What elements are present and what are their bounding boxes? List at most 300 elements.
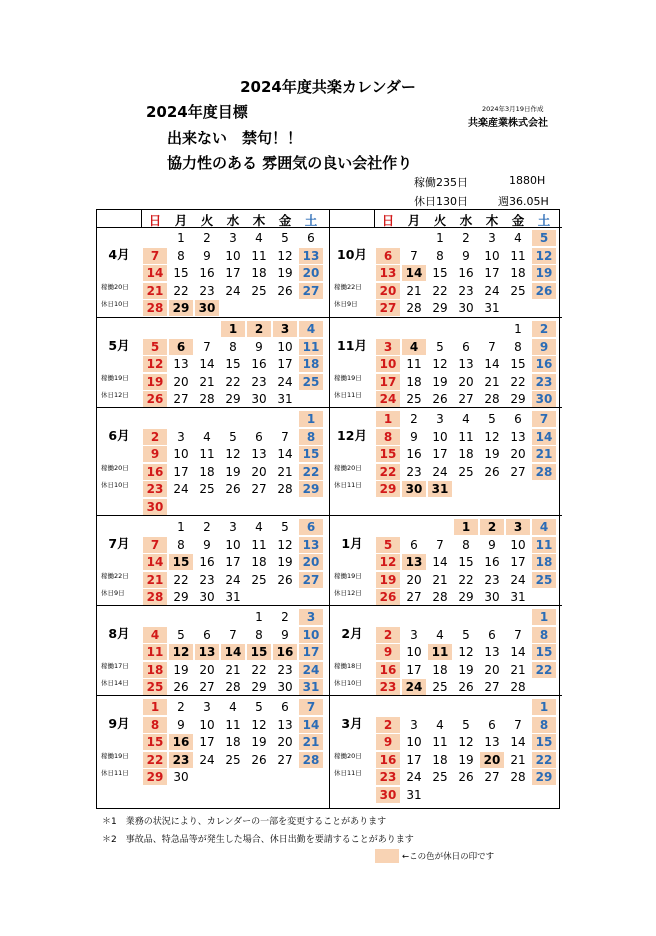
month-work-days: 稼働17日 xyxy=(101,662,129,670)
month-block xyxy=(330,317,562,407)
holiday-day-cell: 18 xyxy=(143,662,167,678)
day-cell: 27 xyxy=(199,680,215,695)
day-cell: 7 xyxy=(514,717,522,732)
day-cell: 23 xyxy=(199,572,215,587)
day-cell: 28 xyxy=(484,392,500,407)
day-cell: 9 xyxy=(203,248,211,263)
holiday-day-cell: 16 xyxy=(143,464,167,480)
day-cell: 1 xyxy=(436,231,444,245)
day-cell: 12 xyxy=(458,735,474,750)
day-cell: 30 xyxy=(251,392,267,407)
day-cell: 15 xyxy=(173,266,189,281)
created-date: 2024年3月19日作成 xyxy=(482,105,544,113)
month-off-days: 休日9日 xyxy=(101,589,125,597)
day-cell: 30 xyxy=(277,680,293,695)
calendar-column-right xyxy=(329,210,562,808)
weekday-header: 水 xyxy=(226,213,240,228)
holiday-day-cell: 30 xyxy=(143,499,167,515)
holiday-day-cell: 23 xyxy=(169,752,193,768)
month-label: 6月 xyxy=(108,428,130,443)
holiday-day-cell: 23 xyxy=(376,769,400,785)
weekday-header-row xyxy=(330,210,562,228)
day-cell: 24 xyxy=(406,770,422,785)
month-off-days: 休日12日 xyxy=(334,589,362,597)
day-cell: 6 xyxy=(488,627,496,642)
day-cell: 10 xyxy=(484,248,500,263)
day-cell: 17 xyxy=(173,464,189,479)
holiday-day-cell: 22 xyxy=(532,752,556,768)
month-block xyxy=(330,515,562,605)
weekday-header: 金 xyxy=(278,213,292,228)
holiday-day-cell: 27 xyxy=(299,283,323,299)
day-cell: 13 xyxy=(173,357,189,372)
day-cell: 7 xyxy=(488,339,496,354)
holiday-day-cell: 29 xyxy=(376,481,400,497)
day-cell: 16 xyxy=(199,555,215,570)
day-cell: 3 xyxy=(177,429,185,444)
day-cell: 22 xyxy=(510,374,526,389)
holiday-day-cell: 20 xyxy=(299,265,323,281)
day-cell: 16 xyxy=(251,357,267,372)
holiday-day-cell: 29 xyxy=(299,481,323,497)
month-block xyxy=(330,227,562,317)
day-cell: 2 xyxy=(281,610,289,624)
day-cell: 27 xyxy=(458,392,474,407)
day-cell: 30 xyxy=(458,301,474,316)
holiday-day-cell: 26 xyxy=(376,589,400,605)
day-cell: 11 xyxy=(432,735,448,750)
day-cell: 5 xyxy=(488,412,496,426)
weekday-header: 火 xyxy=(200,213,214,228)
day-cell: 10 xyxy=(199,717,215,732)
day-cell: 12 xyxy=(432,357,448,372)
day-cell: 24 xyxy=(510,572,526,587)
month-label: 5月 xyxy=(108,338,130,353)
holiday-day-cell: 14 xyxy=(299,717,323,733)
day-cell: 20 xyxy=(406,572,422,587)
holiday-day-cell: 15 xyxy=(376,446,400,462)
holiday-day-cell: 15 xyxy=(299,446,323,462)
day-cell: 13 xyxy=(510,429,526,444)
day-cell: 21 xyxy=(225,662,241,677)
holiday-day-cell: 4 xyxy=(299,321,323,337)
day-cell: 14 xyxy=(432,555,448,570)
day-cell: 12 xyxy=(225,447,241,462)
day-cell: 18 xyxy=(251,266,267,281)
calendar-grid xyxy=(96,209,560,809)
holiday-day-cell: 4 xyxy=(143,627,167,643)
holiday-day-cell: 13 xyxy=(299,248,323,264)
day-cell: 5 xyxy=(255,700,263,714)
day-cell: 26 xyxy=(432,392,448,407)
holiday-day-cell: 29 xyxy=(532,769,556,785)
day-cell: 16 xyxy=(199,266,215,281)
day-cell: 25 xyxy=(251,572,267,587)
day-cell: 28 xyxy=(406,301,422,316)
day-cell: 24 xyxy=(199,752,215,767)
holiday-day-cell: 14 xyxy=(143,265,167,281)
day-cell: 21 xyxy=(510,662,526,677)
day-cell: 16 xyxy=(484,555,500,570)
month-off-days: 休日10日 xyxy=(101,481,129,489)
holiday-day-cell: 8 xyxy=(532,717,556,733)
holiday-day-cell: 1 xyxy=(299,411,323,427)
day-cell: 7 xyxy=(436,537,444,552)
month-work-days: 稼働20日 xyxy=(334,464,362,472)
note-1: ＊1 業務の状況により、カレンダーの一部を変更することがあります xyxy=(102,817,387,827)
day-cell: 21 xyxy=(432,572,448,587)
month-label: 7月 xyxy=(108,536,130,551)
holiday-day-cell: 12 xyxy=(376,554,400,570)
holiday-day-cell: 9 xyxy=(376,734,400,750)
day-cell: 28 xyxy=(432,590,448,605)
holiday-day-cell: 29 xyxy=(143,769,167,785)
month-label: 3月 xyxy=(341,716,363,731)
holiday-day-cell: 14 xyxy=(532,429,556,445)
day-cell: 3 xyxy=(229,520,237,534)
holiday-day-cell: 5 xyxy=(143,339,167,355)
day-cell: 27 xyxy=(406,590,422,605)
month-off-days: 休日10日 xyxy=(101,300,129,308)
day-cell: 3 xyxy=(410,627,418,642)
month-label: 9月 xyxy=(108,716,130,731)
day-cell: 9 xyxy=(488,537,496,552)
holiday-day-cell: 9 xyxy=(532,339,556,355)
day-cell: 26 xyxy=(225,482,241,497)
holiday-day-cell: 17 xyxy=(376,374,400,390)
day-cell: 9 xyxy=(203,537,211,552)
month-block xyxy=(97,605,329,695)
month-block xyxy=(97,695,329,810)
holiday-day-cell: 13 xyxy=(195,644,219,660)
month-off-days: 休日11日 xyxy=(334,481,362,489)
holiday-day-cell: 12 xyxy=(169,644,193,660)
holiday-day-cell: 1 xyxy=(143,699,167,715)
day-cell: 14 xyxy=(484,357,500,372)
holiday-day-cell: 16 xyxy=(273,644,297,660)
holiday-day-cell: 14 xyxy=(221,644,245,660)
day-cell: 24 xyxy=(484,283,500,298)
legend-text: ←この色が休日の印です xyxy=(402,852,495,862)
day-cell: 18 xyxy=(510,266,526,281)
holiday-day-cell: 23 xyxy=(532,374,556,390)
holiday-day-cell: 18 xyxy=(532,554,556,570)
day-cell: 27 xyxy=(277,752,293,767)
day-cell: 20 xyxy=(173,374,189,389)
day-cell: 22 xyxy=(173,572,189,587)
day-cell: 18 xyxy=(225,735,241,750)
holiday-day-cell: 14 xyxy=(402,265,426,281)
holiday-day-cell: 18 xyxy=(299,356,323,372)
day-cell: 31 xyxy=(406,788,422,802)
day-cell: 13 xyxy=(277,717,293,732)
holiday-day-cell: 30 xyxy=(195,300,219,316)
day-cell: 27 xyxy=(251,482,267,497)
holiday-day-cell: 16 xyxy=(376,752,400,768)
holiday-day-cell: 29 xyxy=(169,300,193,316)
day-cell: 18 xyxy=(199,464,215,479)
day-cell: 9 xyxy=(281,627,289,642)
day-cell: 8 xyxy=(255,627,263,642)
holiday-day-cell: 31 xyxy=(428,481,452,497)
holiday-day-cell: 1 xyxy=(221,321,245,337)
holiday-day-cell: 24 xyxy=(402,679,426,695)
holiday-day-cell: 8 xyxy=(299,429,323,445)
holiday-day-cell: 15 xyxy=(143,734,167,750)
month-off-days: 休日10日 xyxy=(334,679,362,687)
month-block xyxy=(330,695,562,810)
total-hours: 1880H xyxy=(509,174,546,187)
day-cell: 10 xyxy=(225,248,241,263)
holiday-day-cell: 22 xyxy=(299,464,323,480)
day-cell: 5 xyxy=(462,627,470,642)
day-cell: 8 xyxy=(177,248,185,263)
weekday-header: 水 xyxy=(459,213,473,228)
holiday-day-cell: 15 xyxy=(532,644,556,660)
day-cell: 6 xyxy=(203,627,211,642)
day-cell: 24 xyxy=(173,482,189,497)
holiday-day-cell: 5 xyxy=(376,537,400,553)
holiday-day-cell: 30 xyxy=(376,787,400,803)
day-cell: 7 xyxy=(229,627,237,642)
day-cell: 15 xyxy=(432,266,448,281)
weekday-header-row xyxy=(97,210,329,228)
day-cell: 28 xyxy=(510,680,526,695)
day-cell: 1 xyxy=(255,610,263,624)
day-cell: 12 xyxy=(277,248,293,263)
day-cell: 3 xyxy=(410,717,418,732)
day-cell: 19 xyxy=(432,374,448,389)
day-cell: 28 xyxy=(199,392,215,407)
day-cell: 19 xyxy=(458,752,474,767)
day-cell: 15 xyxy=(458,555,474,570)
day-cell: 28 xyxy=(510,770,526,785)
month-off-days: 休日9日 xyxy=(334,300,358,308)
holiday-day-cell: 19 xyxy=(376,572,400,588)
holiday-day-cell: 11 xyxy=(532,537,556,553)
day-cell: 12 xyxy=(277,537,293,552)
day-cell: 15 xyxy=(225,357,241,372)
day-cell: 22 xyxy=(251,662,267,677)
day-cell: 28 xyxy=(225,680,241,695)
holiday-day-cell: 3 xyxy=(299,609,323,625)
holiday-day-cell: 25 xyxy=(143,679,167,695)
holiday-day-cell: 25 xyxy=(532,572,556,588)
day-cell: 1 xyxy=(177,231,185,245)
day-cell: 4 xyxy=(462,412,470,426)
day-cell: 3 xyxy=(488,231,496,245)
holiday-day-cell: 15 xyxy=(532,734,556,750)
holiday-day-cell: 20 xyxy=(299,554,323,570)
weekly-hours: 週36.05H xyxy=(498,195,549,208)
day-cell: 3 xyxy=(203,700,211,714)
day-cell: 27 xyxy=(484,680,500,695)
goal-heading: 2024年度目標 xyxy=(146,103,248,121)
day-cell: 2 xyxy=(410,412,418,426)
day-cell: 16 xyxy=(458,266,474,281)
holiday-day-cell: 8 xyxy=(143,717,167,733)
day-cell: 31 xyxy=(277,392,293,407)
day-cell: 21 xyxy=(484,374,500,389)
day-cell: 13 xyxy=(251,447,267,462)
month-label: 4月 xyxy=(108,247,130,262)
holiday-day-cell: 20 xyxy=(376,283,400,299)
holiday-day-cell: 2 xyxy=(247,321,271,337)
day-cell: 17 xyxy=(406,662,422,677)
day-cell: 20 xyxy=(458,374,474,389)
holiday-day-cell: 3 xyxy=(376,339,400,355)
day-cell: 10 xyxy=(225,537,241,552)
day-cell: 26 xyxy=(173,680,189,695)
day-cell: 20 xyxy=(510,447,526,462)
month-label: 1月 xyxy=(341,536,363,551)
day-cell: 5 xyxy=(281,231,289,245)
holiday-day-cell: 26 xyxy=(532,283,556,299)
holiday-day-cell: 25 xyxy=(299,374,323,390)
day-cell: 7 xyxy=(281,429,289,444)
holiday-color-swatch xyxy=(375,849,399,863)
holiday-day-cell: 20 xyxy=(480,752,504,768)
day-cell: 12 xyxy=(484,429,500,444)
holiday-day-cell: 17 xyxy=(299,644,323,660)
holiday-day-cell: 23 xyxy=(376,679,400,695)
day-cell: 25 xyxy=(432,680,448,695)
month-label: 11月 xyxy=(337,338,367,353)
day-cell: 5 xyxy=(462,717,470,732)
day-cell: 4 xyxy=(229,700,237,714)
day-cell: 18 xyxy=(406,374,422,389)
holiday-day-cell: 14 xyxy=(143,554,167,570)
month-block xyxy=(97,407,329,515)
holiday-day-cell: 22 xyxy=(532,662,556,678)
day-cell: 11 xyxy=(251,537,267,552)
month-block xyxy=(97,515,329,605)
holiday-day-cell: 13 xyxy=(376,265,400,281)
day-cell: 24 xyxy=(432,464,448,479)
day-cell: 19 xyxy=(277,266,293,281)
day-cell: 19 xyxy=(458,662,474,677)
day-cell: 23 xyxy=(484,572,500,587)
day-cell: 29 xyxy=(173,590,189,605)
month-off-days: 休日14日 xyxy=(101,679,129,687)
day-cell: 17 xyxy=(277,357,293,372)
day-cell: 30 xyxy=(173,770,189,785)
day-cell: 2 xyxy=(203,231,211,245)
holiday-day-cell: 11 xyxy=(428,644,452,660)
holiday-day-cell: 7 xyxy=(143,248,167,264)
weekday-header: 木 xyxy=(485,213,499,228)
day-cell: 13 xyxy=(484,645,500,660)
day-cell: 26 xyxy=(277,283,293,298)
day-cell: 1 xyxy=(514,322,522,336)
day-cell: 26 xyxy=(458,770,474,785)
month-work-days: 稼働20日 xyxy=(101,464,129,472)
day-cell: 4 xyxy=(436,627,444,642)
day-cell: 19 xyxy=(251,735,267,750)
month-block xyxy=(97,227,329,317)
month-work-days: 稼働19日 xyxy=(334,572,362,580)
day-cell: 17 xyxy=(510,555,526,570)
holiday-day-cell: 9 xyxy=(143,446,167,462)
month-off-days: 休日11日 xyxy=(334,769,362,777)
day-cell: 10 xyxy=(173,447,189,462)
day-cell: 13 xyxy=(484,735,500,750)
holiday-day-cell: 22 xyxy=(376,464,400,480)
holiday-day-cell: 28 xyxy=(143,300,167,316)
day-cell: 31 xyxy=(484,301,500,316)
day-cell: 8 xyxy=(177,537,185,552)
work-days-total: 稼働235日 xyxy=(414,176,468,189)
holiday-day-cell: 24 xyxy=(376,391,400,407)
day-cell: 19 xyxy=(173,662,189,677)
month-label: 12月 xyxy=(337,428,367,443)
day-cell: 5 xyxy=(436,339,444,354)
day-cell: 21 xyxy=(199,374,215,389)
day-cell: 6 xyxy=(410,537,418,552)
day-cell: 11 xyxy=(225,717,241,732)
day-cell: 13 xyxy=(458,357,474,372)
month-off-days: 休日12日 xyxy=(101,391,129,399)
holiday-day-cell: 19 xyxy=(532,265,556,281)
day-cell: 18 xyxy=(458,447,474,462)
month-off-days: 休日11日 xyxy=(334,391,362,399)
weekday-header: 月 xyxy=(174,213,188,228)
day-cell: 4 xyxy=(203,429,211,444)
day-cell: 22 xyxy=(173,283,189,298)
holiday-day-cell: 21 xyxy=(299,734,323,750)
holiday-day-cell: 6 xyxy=(299,519,323,535)
day-cell: 29 xyxy=(225,392,241,407)
calendar-title: 2024年度共楽カレンダー xyxy=(240,78,416,96)
day-cell: 14 xyxy=(510,645,526,660)
month-label: 10月 xyxy=(337,247,367,262)
day-cell: 25 xyxy=(510,283,526,298)
day-cell: 29 xyxy=(458,590,474,605)
day-cell: 10 xyxy=(406,735,422,750)
holiday-day-cell: 27 xyxy=(376,300,400,316)
holiday-day-cell: 13 xyxy=(402,554,426,570)
day-cell: 9 xyxy=(177,717,185,732)
day-cell: 4 xyxy=(255,520,263,534)
day-cell: 25 xyxy=(406,392,422,407)
month-work-days: 稼働18日 xyxy=(334,662,362,670)
holiday-day-cell: 6 xyxy=(169,339,193,355)
day-cell: 29 xyxy=(251,680,267,695)
holiday-day-cell: 31 xyxy=(299,679,323,695)
day-cell: 2 xyxy=(462,231,470,245)
day-cell: 20 xyxy=(484,662,500,677)
day-cell: 27 xyxy=(173,392,189,407)
day-cell: 19 xyxy=(484,447,500,462)
holiday-day-cell: 9 xyxy=(376,644,400,660)
day-cell: 25 xyxy=(432,770,448,785)
day-cell: 19 xyxy=(225,464,241,479)
holiday-day-cell: 8 xyxy=(376,429,400,445)
day-cell: 6 xyxy=(488,717,496,732)
holiday-day-cell: 15 xyxy=(247,644,271,660)
holiday-day-cell: 11 xyxy=(299,339,323,355)
day-cell: 17 xyxy=(225,555,241,570)
holiday-day-cell: 21 xyxy=(143,572,167,588)
note-2: ＊2 事故品、特急品等が発生した場合、休日出勤を要請することがあります xyxy=(102,835,414,845)
month-label: 8月 xyxy=(108,626,130,641)
holiday-day-cell: 3 xyxy=(506,519,530,535)
holiday-day-cell: 11 xyxy=(143,644,167,660)
day-cell: 3 xyxy=(436,412,444,426)
holiday-day-cell: 13 xyxy=(299,537,323,553)
day-cell: 25 xyxy=(225,752,241,767)
weekday-header: 日 xyxy=(381,213,395,228)
